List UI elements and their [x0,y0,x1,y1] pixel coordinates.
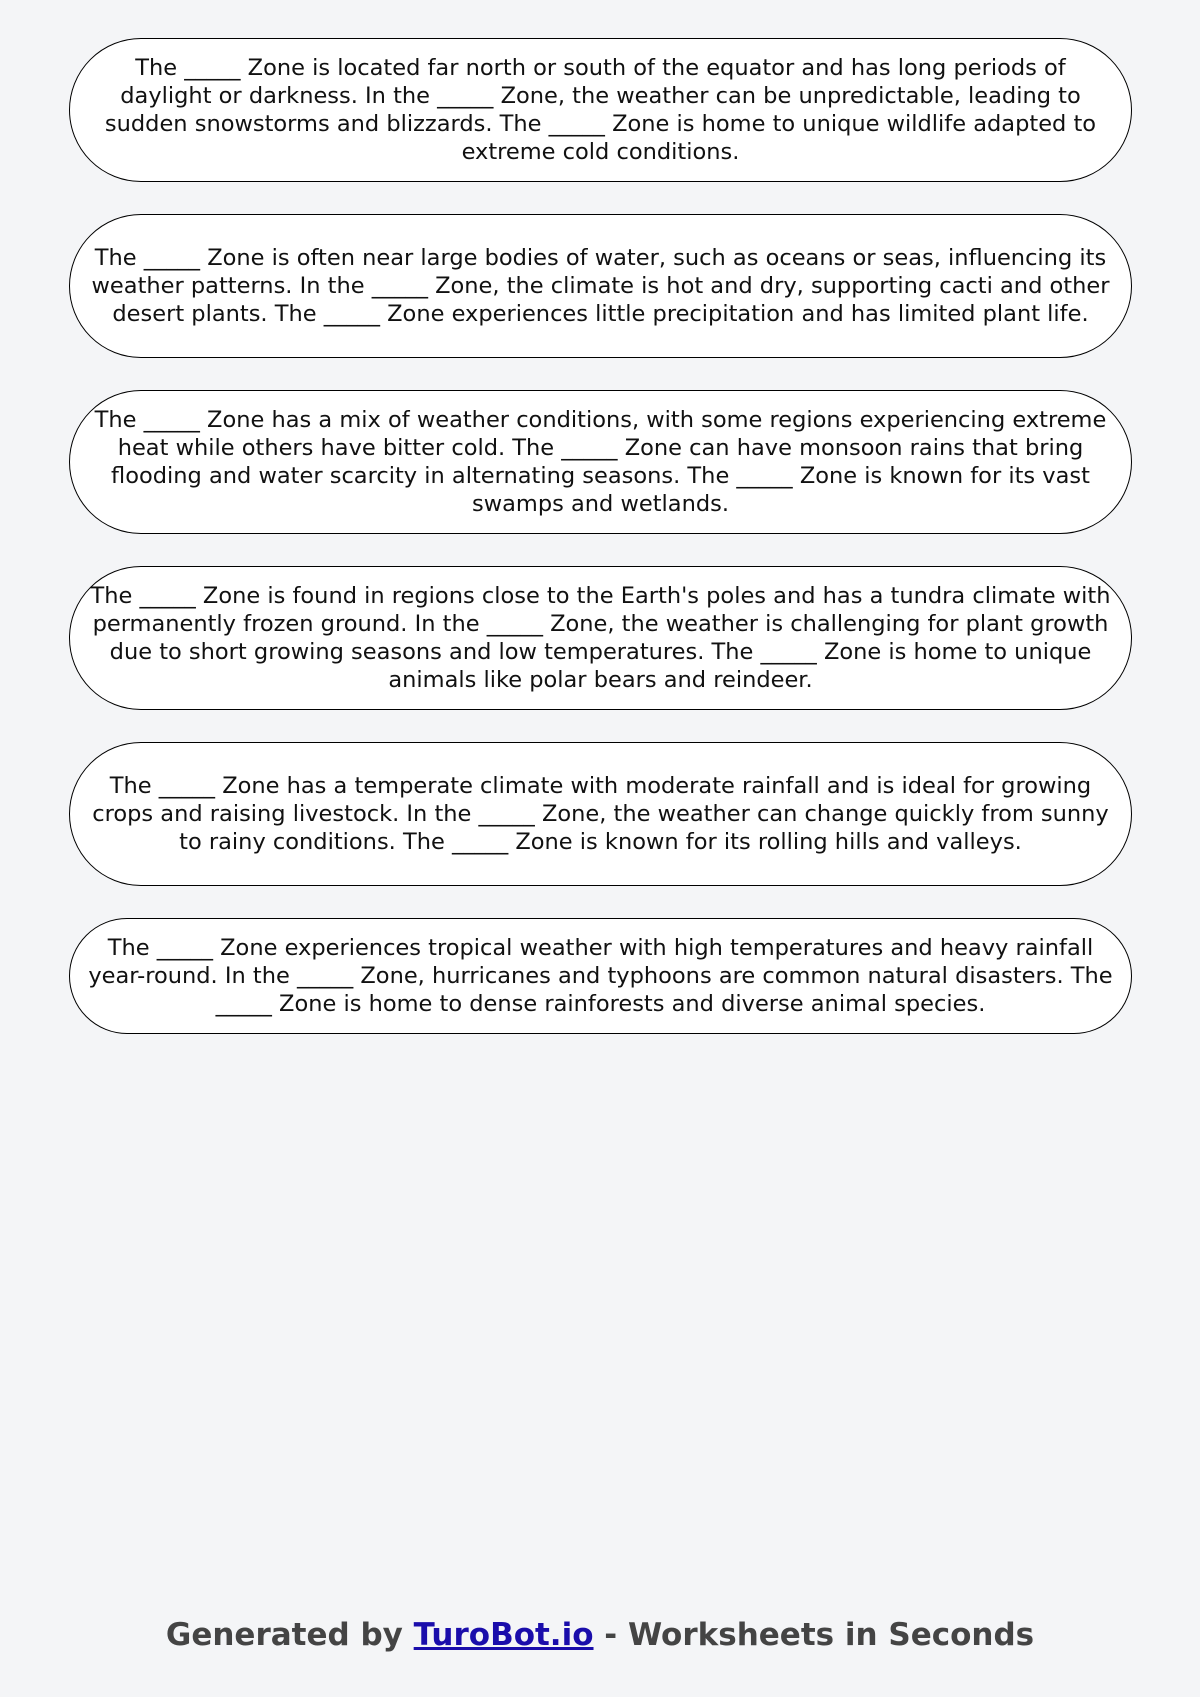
paragraph-text-4: The _____ Zone is found in regions close to the Earth's poles and has a tundra climate with permanently frozen ground. In the _____ Zone, the weather is challenging for plant growth due to short growing seasons and low temperatures. The _____ Zone is home to unique animals like polar bears and reindeer. [90,582,1111,694]
paragraph-card-5 [69,742,1132,886]
worksheet-cards [69,38,1132,1066]
paragraph-text-3: The _____ Zone has a mix of weather conditions, with some regions experiencing extreme heat while others have bitter cold. The _____ Zone can have monsoon rains that bring flooding and water scarcity in alternating seasons. The _____ Zone is known for its vast swamps and wetlands. [94,406,1107,518]
footer-prefix: Generated by [165,1617,414,1653]
paragraph-card-3 [69,390,1132,534]
paragraph-card-4 [69,566,1132,710]
turobot-link[interactable]: TuroBot.io [413,1617,594,1653]
paragraph-text-2: The _____ Zone is often near large bodies of water, such as oceans or seas, influencing its weather patterns. In the _____ Zone, the climate is hot and dry, supporting cacti and other desert plants. The _____ Zone experiences little precipitation and has limited plant life. [91,244,1110,328]
paragraph-card-1 [69,38,1132,182]
paragraph-text-6: The _____ Zone experiences tropical weather with high temperatures and heavy rainfall year-round. In the _____ Zone, hurricanes and typhoons are common natural disasters. The _____ Zone is home to dense rainforests and diverse animal species. [88,934,1113,1018]
paragraph-text-1: The _____ Zone is located far north or south of the equator and has long periods of daylight or darkness. In the _____ Zone, the weather can be unpredictable, leading to sudden snowstorms and blizzards. The _____ Zone is home to unique wildlife adapted to extreme cold conditions. [104,54,1097,166]
footer-suffix: - Worksheets in Seconds [593,1617,1035,1653]
paragraph-card-6 [69,918,1132,1034]
paragraph-card-2 [69,214,1132,358]
paragraph-text-5: The _____ Zone has a temperate climate with moderate rainfall and is ideal for growing crops and raising livestock. In the _____ Zone, the weather can change quickly from sunny to rainy conditions. The _____ Zone is known for its rolling hills and valleys. [92,772,1109,856]
footer-credit [0,1617,1200,1653]
